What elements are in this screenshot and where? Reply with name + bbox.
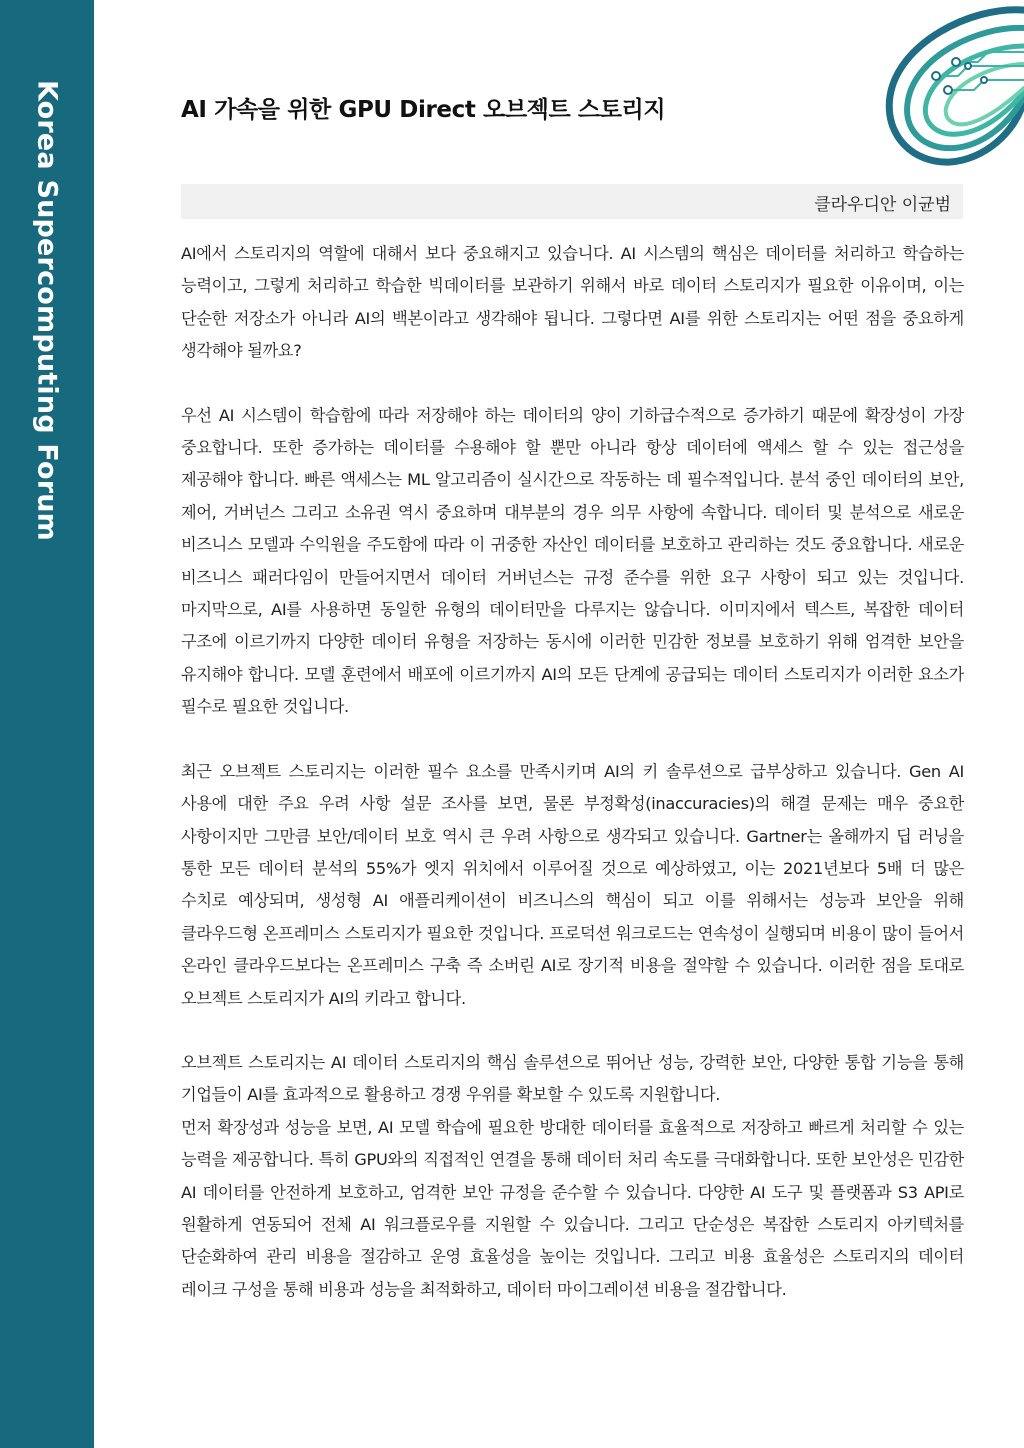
author-bar	[181, 184, 963, 219]
sidebar	[0, 0, 94, 1448]
paragraph-benefits: 먼저 확장성과 성능을 보면, AI 모델 학습에 필요한 방대한 데이터를 효율적으로 저장하고 빠르게 처리할 수 있는 능력을 제공합니다. 특히 GPU와의 직접적인 연결을 통해 데이터 처리 속도를 극대화합니다. 또한 보안성은 민감한 AI 데이터를 안전하게 보호하고, 엄격한 보안 규정을 준수할 수 있습니다. 다양한 AI 도구 및 플랫폼과 S3 API로 원활하게 연동되어 전체 AI 워크플로우를 지원할 수 있습니다. 그리고 단순성은 복잡한 스토리지 아키텍처를 단순화하여 관리 비용을 절감하고 운영 효율성을 높이는 것입니다. 그리고 비용 효율성은 스토리지의 데이터 레이크 구성을 통해 비용과 성능을 최적화하고, 데이터 마이그레이션 비용을 절감합니다.	[181, 1117, 964, 1299]
paragraph-requirements: 우선 AI 시스템이 학습함에 따라 저장해야 하는 데이터의 양이 기하급수적으로 증가하기 때문에 확장성이 가장 중요합니다. 또한 증가하는 데이터를 수용해야 할 뿐만 아니라 항상 데이터에 액세스 할 수 있는 접근성을 제공해야 합니다. 빠른 액세스는 ML 알고리즘이 실시간으로 작동하는 데 필수적입니다. 분석 중인 데이터의 보안, 제어, 거버넌스 그리고 소유권 역시 중요하며 대부분의 경우 의무 사항에 속합니다. 데이터 및 분석으로 새로운 비즈니스 모델과 수익원을 주도함에 따라 이 귀중한 자산인 데이터를 보호하고 관리하는 것도 중요합니다. 새로운 비즈니스 패러다임이 만들어지면서 데이터 거버넌스는 규정 준수를 위한 요구 사항이 되고 있는 것입니다. 마지막으로, AI를 사용하면 동일한 유형의 데이터만을 다루지는 않습니다. 이미지에서 텍스트, 복잡한 데이터 구조에 이르기까지 다양한 데이터 유형을 저장하는 동시에 이러한 민감한 정보를 보호하기 위해 엄격한 보안을 유지해야 합니다. 모델 훈련에서 배포에 이르기까지 AI의 모든 단계에 공급되는 데이터 스토리지가 이러한 요소가 필수로 필요한 것입니다.	[181, 405, 964, 717]
article-body	[181, 238, 964, 1338]
page-title: AI 가속을 위한 GPU Direct 오브젝트 스토리지	[181, 97, 666, 123]
paragraph-intro: AI에서 스토리지의 역할에 대해서 보다 중요해지고 있습니다. AI 시스템의 핵심은 데이터를 처리하고 학습하는 능력이고, 그렇게 처리하고 학습한 빅데이터를 보관하기 위해서 바로 데이터 스토리지가 필요한 이유이며, 이는 단순한 저장소가 아니라 AI의 백본이라고 생각해야 됩니다. 그렇다면 AI를 위한 스토리지는 어떤 점을 중요하게 생각해야 될까요?	[181, 244, 964, 361]
paragraph-object-storage-trend: 최근 오브젝트 스토리지는 이러한 필수 요소를 만족시키며 AI의 키 솔루션으로 급부상하고 있습니다. Gen AI 사용에 대한 주요 우려 사항 설문 조사를 보면, 물론 부정확성(inaccuracies)의 해결 문제는 매우 중요한 사항이지만 그만큼 보안/데이터 보호 역시 큰 우려 사항으로 생각되고 있습니다. Gartner는 올해까지 딥 러닝을 통한 모든 데이터 분석의 55%가 엣지 위치에서 이루어질 것으로 예상하였고, 이는 2021년보다 5배 더 많은 수치로 예상되며, 생성형 AI 애플리케이션이 비즈니스의 핵심이 되고 이를 위해서는 성능과 보안을 위해 클라우드형 온프레미스 스토리지가 필요한 것입니다. 프로덕션 워크로드는 연속성이 실행되며 비용이 많이 들어서 온라인 클라우드보다는 온프레미스 구축 즉 소버린 AI로 장기적 비용을 절약할 수 있습니다. 이러한 점을 토대로 오브젝트 스토리지가 AI의 키라고 합니다.	[181, 761, 964, 1008]
ksf-swirl-logo-icon	[878, 4, 1024, 166]
paragraph-object-storage-summary: 오브젝트 스토리지는 AI 데이터 스토리지의 핵심 솔루션으로 뛰어난 성능, 강력한 보안, 다양한 통합 기능을 통해 기업들이 AI를 효과적으로 활용하고 경쟁 우위를 확보할 수 있도록 지원합니다.	[181, 1052, 964, 1105]
sidebar-forum-label: Korea Supercomputing Forum	[31, 80, 63, 541]
author-name: 클라우디안 이균범	[814, 195, 951, 215]
